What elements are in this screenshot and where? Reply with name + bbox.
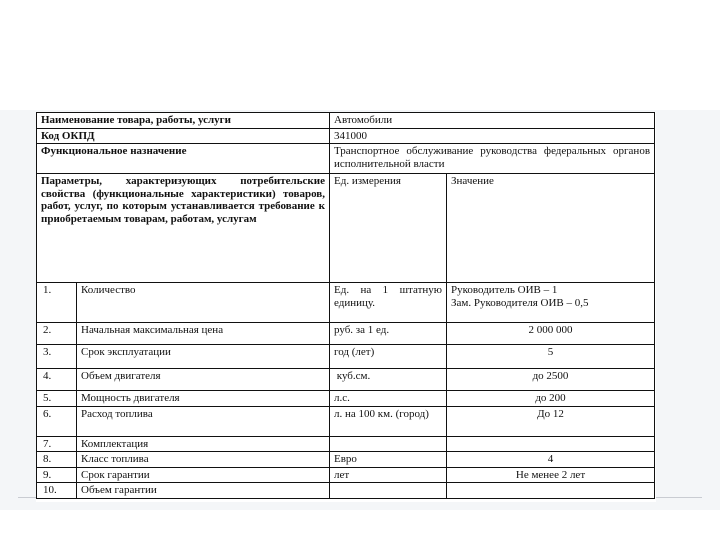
row-name: Объем гарантии: [77, 483, 330, 499]
row-unit: [330, 436, 447, 452]
row-value-line: Руководитель ОИВ – 1: [451, 284, 558, 296]
row-name: Расход топлива: [77, 406, 330, 436]
row-name: Начальная максимальная цена: [77, 323, 330, 345]
row-number: 9.: [37, 467, 77, 483]
table-row: [37, 128, 655, 144]
row-number: 10.: [37, 483, 77, 499]
row-number: 8.: [37, 452, 77, 468]
row-value: [447, 483, 655, 499]
table-row: [37, 345, 655, 369]
row-number: 5.: [37, 391, 77, 407]
row-value-line: Зам. Руководителя ОИВ – 0,5: [451, 296, 589, 309]
table-row: [37, 436, 655, 452]
code-value: 341000: [330, 128, 655, 144]
table-row: [37, 406, 655, 436]
unit-header: Ед. измерения: [330, 174, 447, 283]
row-unit: [330, 483, 447, 499]
table-row: [37, 323, 655, 345]
row-value: до 200: [447, 391, 655, 407]
row-value: До 12: [447, 406, 655, 436]
row-unit: л.с.: [330, 391, 447, 407]
row-unit: Ед. на 1 штатную единицу.: [330, 283, 447, 323]
row-value: [447, 283, 655, 323]
row-number: 2.: [37, 323, 77, 345]
table-row: [37, 369, 655, 391]
row-number: 6.: [37, 406, 77, 436]
row-value: 5: [447, 345, 655, 369]
row-value: Не менее 2 лет: [447, 467, 655, 483]
row-name: Срок эксплуатации: [77, 345, 330, 369]
row-value: до 2500: [447, 369, 655, 391]
table-row: [37, 144, 655, 174]
purpose-label: Функциональное назначение: [37, 144, 330, 174]
table-row: [37, 467, 655, 483]
row-unit: куб.см.: [330, 369, 447, 391]
document-page: [36, 112, 656, 502]
row-name: Класс топлива: [77, 452, 330, 468]
row-number: 4.: [37, 369, 77, 391]
row-unit: л. на 100 км. (город): [330, 406, 447, 436]
row-name: Объем двигателя: [77, 369, 330, 391]
row-unit: Евро: [330, 452, 447, 468]
name-label: Наименование товара, работы, услуги: [37, 113, 330, 129]
params-label: Параметры, характеризующих потребительские свойства (функциональные характеристики) товаров, работ, услуг, по которым устанавливается требование к приобретаемым товарам, работам, услугам: [37, 174, 330, 283]
table-row: [37, 283, 655, 323]
code-label: Код ОКПД: [37, 128, 330, 144]
name-value: Автомобили: [330, 113, 655, 129]
row-number: 7.: [37, 436, 77, 452]
row-unit: руб. за 1 ед.: [330, 323, 447, 345]
value-header: Значение: [447, 174, 655, 283]
purpose-value: Транспортное обслуживание руководства федеральных органов исполнительной власти: [330, 144, 655, 174]
table-row: [37, 391, 655, 407]
row-name: Количество: [77, 283, 330, 323]
row-number: 1.: [37, 283, 77, 323]
row-name: Мощность двигателя: [77, 391, 330, 407]
table-row: [37, 483, 655, 499]
row-number: 3.: [37, 345, 77, 369]
row-value: 4: [447, 452, 655, 468]
table-row: [37, 452, 655, 468]
table-row: [37, 174, 655, 283]
row-value: 2 000 000: [447, 323, 655, 345]
row-unit: лет: [330, 467, 447, 483]
row-name: Срок гарантии: [77, 467, 330, 483]
row-unit: год (лет): [330, 345, 447, 369]
row-name: Комплектация: [77, 436, 330, 452]
table-row: [37, 113, 655, 129]
row-value: [447, 436, 655, 452]
requirements-table: [36, 112, 655, 499]
